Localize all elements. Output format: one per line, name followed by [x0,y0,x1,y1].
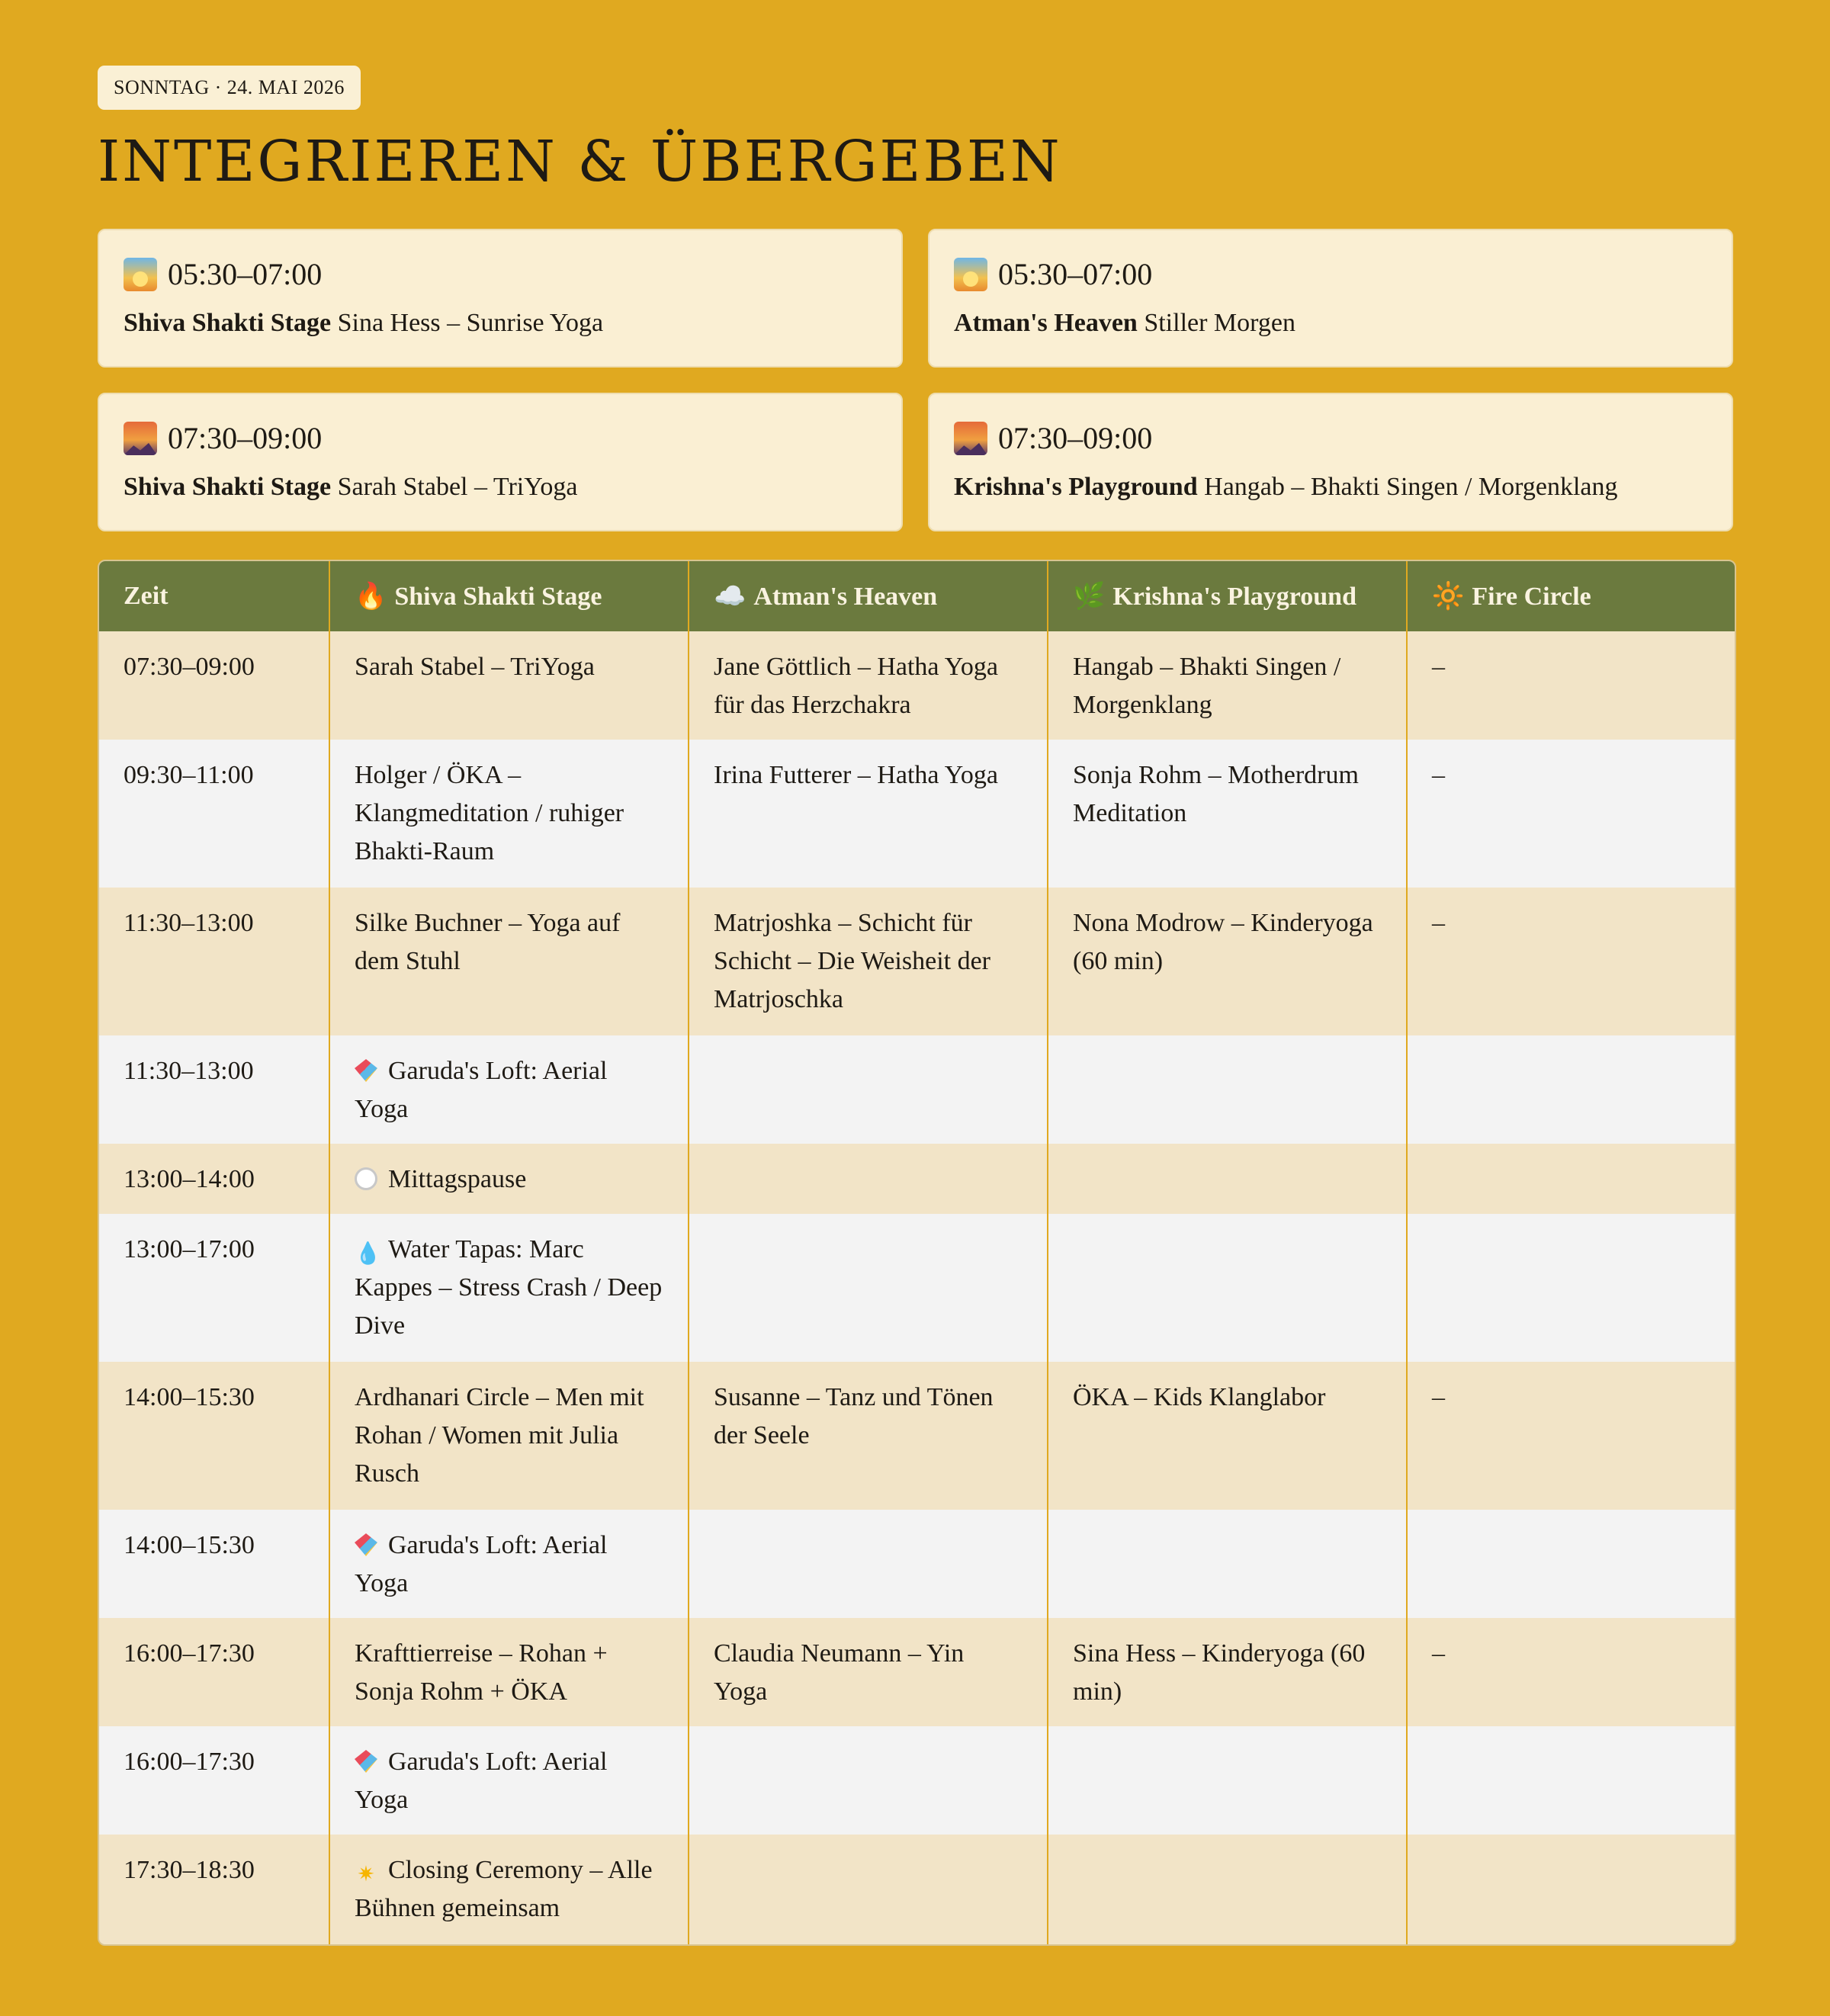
cell-text: Mittagspause [388,1165,527,1193]
cell-atmans-heaven [689,1362,1048,1510]
cell-text: – [1432,909,1445,937]
cell-shiva-shakti-stage [329,1835,689,1944]
cell-text: Ardhanari Circle – Men mit Rohan / Women mit Julia Rusch [355,1383,644,1488]
cell-shiva-shakti-stage [329,631,689,740]
cell-krishnas-playground [1048,1835,1407,1944]
herb-icon: 🌿 [1073,583,1106,611]
highlight-venue: Shiva Shakti Stage [124,309,332,337]
sunrise-icon [124,258,157,291]
cell-text: Sarah Stabel – TriYoga [355,653,595,681]
cell-shiva-shakti-stage [329,1618,689,1726]
table-row [99,631,1735,740]
cell-text: 17:30–18:30 [124,1856,255,1884]
cell-fire-circle [1407,1618,1735,1726]
table-row [99,1510,1735,1618]
cell-fire-circle [1407,888,1735,1035]
cell-fire-circle [1407,1144,1735,1214]
cell-text: 09:30–11:00 [124,761,254,789]
highlight-time: 07:30–09:00 [998,421,1153,455]
cell-krishnas-playground [1048,1144,1407,1214]
cell-text: Nona Modrow – Kinderyoga (60 min) [1073,909,1373,975]
cell-fire-circle [1407,1510,1735,1618]
highlight-card-morning-shiva [98,393,903,531]
cell-text: Closing Ceremony – Alle Bühnen gemeinsam [355,1856,653,1922]
sun-icon: 🔆 [1432,583,1465,611]
cell-atmans-heaven [689,740,1048,888]
table-row [99,1035,1735,1144]
cell-atmans-heaven [689,1835,1048,1944]
table-row [99,1362,1735,1510]
cell-shiva-shakti-stage [329,740,689,888]
kite-icon [355,1533,377,1556]
highlight-time: 05:30–07:00 [168,257,323,291]
schedule-table [98,560,1736,1946]
cell-time [99,888,329,1035]
cell-text: Holger / ÖKA – Klangmeditation / ruhiger Bhakti-Raum [355,761,624,865]
cell-krishnas-playground [1048,1214,1407,1362]
cell-krishnas-playground [1048,740,1407,888]
table-row [99,1726,1735,1835]
cell-text: Garuda's Loft: Aerial Yoga [355,1057,608,1123]
highlight-card-morning-krishna [928,393,1733,531]
cell-text: Sina Hess – Kinderyoga (60 min) [1073,1639,1366,1706]
highlight-venue: Krishna's Playground [954,473,1198,501]
cell-text: ÖKA – Kids Klanglabor [1073,1383,1326,1411]
cell-fire-circle [1407,1835,1735,1944]
cell-text: Garuda's Loft: Aerial Yoga [355,1531,608,1597]
cell-text: Hangab – Bhakti Singen / Morgenklang [1073,653,1341,719]
cell-shiva-shakti-stage [329,1726,689,1835]
cell-text: Water Tapas: Marc Kappes – Stress Crash / Deep Dive [355,1235,663,1340]
cell-fire-circle [1407,1726,1735,1835]
droplet-icon: 💧 [355,1242,381,1266]
cell-krishnas-playground [1048,1618,1407,1726]
highlight-time: 07:30–09:00 [168,421,323,455]
cell-text: Claudia Neumann – Yin Yoga [714,1639,965,1706]
highlight-time: 05:30–07:00 [998,257,1153,291]
highlight-card-sunrise-shiva [98,229,903,368]
cell-text: 11:30–13:00 [124,909,254,937]
cell-atmans-heaven [689,1214,1048,1362]
table-header-row [99,561,1735,631]
cell-atmans-heaven [689,888,1048,1035]
highlight-cards [98,229,1733,531]
cloud-icon: ☁️ [714,583,746,611]
cell-text: 16:00–17:30 [124,1748,255,1776]
table-row [99,888,1735,1035]
sparkle-star-icon: ✷ [357,1863,375,1886]
cell-text: – [1432,1639,1445,1668]
table-row [99,1214,1735,1362]
cell-time [99,1726,329,1835]
highlight-card-sunrise-atman [928,229,1733,368]
cell-atmans-heaven [689,631,1048,740]
fire-icon: 🔥 [355,583,387,611]
table-row [99,1835,1735,1944]
table-row [99,740,1735,888]
cell-text: 11:30–13:00 [124,1057,254,1085]
cell-fire-circle [1407,740,1735,888]
page-title: INTEGRIEREN & ÜBERGEBEN [98,129,1062,194]
cell-fire-circle [1407,1214,1735,1362]
cell-atmans-heaven [689,1510,1048,1618]
plate-icon [355,1167,377,1190]
cell-text: Matrjoshka – Schicht für Schicht – Die Weisheit der Matrjoschka [714,909,990,1013]
column-header-krishnas-playground: 🌿 Krishna's Playground [1048,561,1407,631]
highlight-venue: Shiva Shakti Stage [124,473,332,501]
cell-text: – [1432,1383,1445,1411]
cell-text: Jane Göttlich – Hatha Yoga für das Herzchakra [714,653,999,719]
cell-text: Irina Futterer – Hatha Yoga [714,761,998,789]
cell-time [99,740,329,888]
cell-text: – [1432,653,1445,681]
highlight-event: Sina Hess – Sunrise Yoga [337,309,604,337]
sunrise-over-mountains-icon [954,422,987,455]
highlight-event: Stiller Morgen [1144,309,1295,337]
cell-fire-circle [1407,1035,1735,1144]
cell-shiva-shakti-stage [329,1035,689,1144]
cell-time [99,1835,329,1944]
sunrise-icon [954,258,987,291]
column-header-fire-circle: 🔆 Fire Circle [1407,561,1735,631]
cell-krishnas-playground [1048,1510,1407,1618]
cell-krishnas-playground [1048,888,1407,1035]
highlight-venue: Atman's Heaven [954,309,1138,337]
cell-text: 13:00–17:00 [124,1235,255,1263]
cell-text: 13:00–14:00 [124,1165,255,1193]
highlight-event: Sarah Stabel – TriYoga [337,473,578,501]
cell-fire-circle [1407,1362,1735,1510]
cell-time [99,1362,329,1510]
cell-text: Sonja Rohm – Motherdrum Meditation [1073,761,1359,827]
cell-time [99,1510,329,1618]
date-badge: SONNTAG · 24. MAI 2026 [98,66,361,110]
cell-atmans-heaven [689,1035,1048,1144]
kite-icon [355,1750,377,1773]
cell-shiva-shakti-stage [329,1362,689,1510]
cell-shiva-shakti-stage [329,1510,689,1618]
cell-text: 16:00–17:30 [124,1639,255,1668]
cell-text: 07:30–09:00 [124,653,255,681]
column-header-shiva-shakti-stage: 🔥 Shiva Shakti Stage [329,561,689,631]
cell-text: 14:00–15:30 [124,1531,255,1559]
cell-krishnas-playground [1048,1362,1407,1510]
cell-text: Garuda's Loft: Aerial Yoga [355,1748,608,1814]
cell-text: – [1432,761,1445,789]
cell-time [99,1214,329,1362]
cell-time [99,1035,329,1144]
highlight-event: Hangab – Bhakti Singen / Morgenklang [1204,473,1618,501]
cell-fire-circle [1407,631,1735,740]
cell-text: Silke Buchner – Yoga auf dem Stuhl [355,909,621,975]
kite-icon [355,1059,377,1082]
cell-shiva-shakti-stage [329,1144,689,1214]
cell-krishnas-playground [1048,631,1407,740]
cell-shiva-shakti-stage [329,1214,689,1362]
cell-krishnas-playground [1048,1035,1407,1144]
cell-text: 14:00–15:30 [124,1383,255,1411]
cell-text: Krafttierreise – Rohan + Sonja Rohm + ÖKA [355,1639,608,1706]
table-row [99,1618,1735,1726]
cell-time [99,631,329,740]
cell-atmans-heaven [689,1618,1048,1726]
column-header-time: Zeit [99,561,329,631]
sunrise-over-mountains-icon [124,422,157,455]
cell-atmans-heaven [689,1144,1048,1214]
cell-text: Susanne – Tanz und Tönen der Seele [714,1383,994,1449]
column-header-atmans-heaven: ☁️ Atman's Heaven [689,561,1048,631]
cell-shiva-shakti-stage [329,888,689,1035]
cell-time [99,1618,329,1726]
cell-krishnas-playground [1048,1726,1407,1835]
table-row [99,1144,1735,1214]
cell-atmans-heaven [689,1726,1048,1835]
cell-time [99,1144,329,1214]
